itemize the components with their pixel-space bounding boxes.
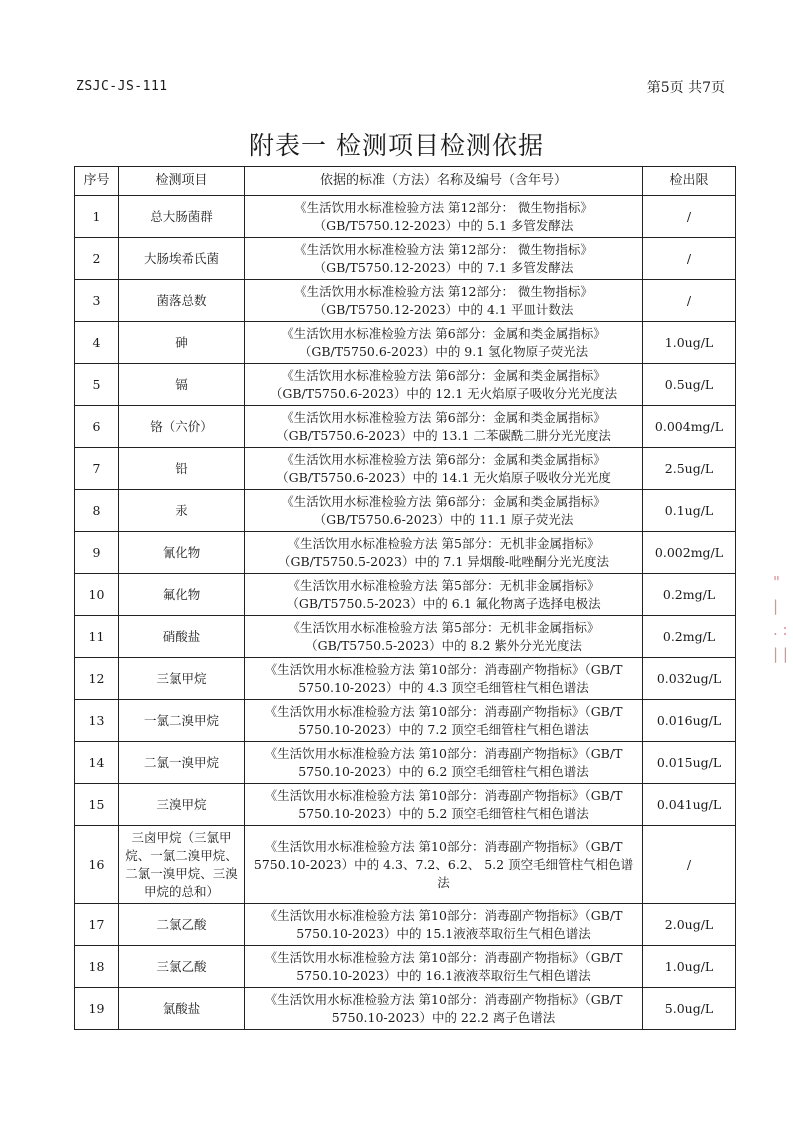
row-limit: 0.004mg/L	[643, 406, 736, 448]
row-number: 9	[75, 532, 119, 574]
row-limit: 1.0ug/L	[643, 322, 736, 364]
table-row	[75, 616, 736, 658]
row-number: 3	[75, 280, 119, 322]
row-item: 铅	[119, 448, 245, 490]
row-limit: 0.015ug/L	[643, 742, 736, 784]
row-item: 氟化物	[119, 574, 245, 616]
row-item: 二氯一溴甲烷	[119, 742, 245, 784]
row-limit: 0.1ug/L	[643, 490, 736, 532]
table-row	[75, 238, 736, 280]
row-standard: 《生活饮用水标准检验方法 第12部分： 微生物指标》（GB/T5750.12-2023）中的 7.1 多管发酵法	[245, 238, 643, 280]
row-standard: 《生活饮用水标准检验方法 第6部分：金属和类金属指标》（GB/T5750.6-2023）中的 12.1 无火焰原子吸收分光光度法	[245, 364, 643, 406]
row-limit: 0.041ug/L	[643, 784, 736, 826]
row-standard: 《生活饮用水标准检验方法 第10部分：消毒副产物指标》（GB/T 5750.10-2023）中的 4.3、7.2、6.2、 5.2 顶空毛细管柱气相色谱法	[245, 826, 643, 904]
row-number: 6	[75, 406, 119, 448]
row-limit: 2.0ug/L	[643, 904, 736, 946]
row-standard: 《生活饮用水标准检验方法 第5部分：无机非金属指标》（GB/T5750.5-2023）中的 8.2 紫外分光光度法	[245, 616, 643, 658]
row-item: 汞	[119, 490, 245, 532]
row-standard: 《生活饮用水标准检验方法 第10部分：消毒副产物指标》（GB/T 5750.10-2023）中的 16.1液液萃取衍生气相色谱法	[245, 946, 643, 988]
row-limit: 5.0ug/L	[643, 988, 736, 1030]
page-title: 附表一 检测项目检测依据	[249, 131, 544, 160]
row-standard: 《生活饮用水标准检验方法 第10部分：消毒副产物指标》（GB/T 5750.10-2023）中的 4.3 顶空毛细管柱气相色谱法	[245, 658, 643, 700]
row-item: 硝酸盐	[119, 616, 245, 658]
row-number: 2	[75, 238, 119, 280]
row-limit: 0.2mg/L	[643, 616, 736, 658]
table-row	[75, 784, 736, 826]
row-standard: 《生活饮用水标准检验方法 第12部分： 微生物指标》（GB/T5750.12-2023）中的 4.1 平皿计数法	[245, 280, 643, 322]
row-item: 镉	[119, 364, 245, 406]
row-limit: /	[643, 826, 736, 904]
row-number: 5	[75, 364, 119, 406]
row-number: 18	[75, 946, 119, 988]
row-number: 17	[75, 904, 119, 946]
page-number: 第5页 共7页	[646, 80, 725, 96]
header-standard-method: 依据的标准（方法）名称及编号（含年号）	[245, 167, 643, 196]
row-standard: 《生活饮用水标准检验方法 第5部分：无机非金属指标》（GB/T5750.5-2023）中的 7.1 异烟酸-吡唑酮分光光度法	[245, 532, 643, 574]
row-number: 4	[75, 322, 119, 364]
row-standard: 《生活饮用水标准检验方法 第10部分：消毒副产物指标》（GB/T 5750.10-2023）中的 6.2 顶空毛细管柱气相色谱法	[245, 742, 643, 784]
seal-stamp-fragment: " | . : | |	[773, 573, 788, 663]
table-row	[75, 658, 736, 700]
row-standard: 《生活饮用水标准检验方法 第10部分：消毒副产物指标》（GB/T 5750.10-2023）中的 22.2 离子色谱法	[245, 988, 643, 1030]
table-row	[75, 988, 736, 1030]
row-standard: 《生活饮用水标准检验方法 第6部分：金属和类金属指标》（GB/T5750.6-2023）中的 14.1 无火焰原子吸收分光光度	[245, 448, 643, 490]
row-item: 砷	[119, 322, 245, 364]
table-row	[75, 364, 736, 406]
table-row	[75, 946, 736, 988]
row-item: 氯酸盐	[119, 988, 245, 1030]
table-row	[75, 742, 736, 784]
row-number: 13	[75, 700, 119, 742]
table-row	[75, 490, 736, 532]
row-number: 12	[75, 658, 119, 700]
table-row	[75, 280, 736, 322]
row-item: 二氯乙酸	[119, 904, 245, 946]
row-number: 11	[75, 616, 119, 658]
table-row	[75, 700, 736, 742]
table-row	[75, 904, 736, 946]
row-number: 10	[75, 574, 119, 616]
table-row	[75, 574, 736, 616]
row-item: 一氯二溴甲烷	[119, 700, 245, 742]
table-row	[75, 406, 736, 448]
row-limit: 0.002mg/L	[643, 532, 736, 574]
row-number: 19	[75, 988, 119, 1030]
table-row	[75, 826, 736, 904]
row-item: 三卤甲烷（三氯甲烷、一氯二溴甲烷、二氯一溴甲烷、三溴甲烷的总和）	[119, 826, 245, 904]
row-item: 铬（六价）	[119, 406, 245, 448]
table-row	[75, 448, 736, 490]
row-number: 8	[75, 490, 119, 532]
row-item: 三溴甲烷	[119, 784, 245, 826]
header-serial-number: 序号	[75, 167, 119, 196]
row-standard: 《生活饮用水标准检验方法 第10部分：消毒副产物指标》（GB/T 5750.10-2023）中的 7.2 顶空毛细管柱气相色谱法	[245, 700, 643, 742]
row-standard: 《生活饮用水标准检验方法 第10部分：消毒副产物指标》（GB/T 5750.10-2023）中的 15.1液液萃取衍生气相色谱法	[245, 904, 643, 946]
document-code: ZSJC-JS-111	[76, 79, 168, 94]
row-limit: 0.5ug/L	[643, 364, 736, 406]
detection-basis-table	[74, 166, 736, 1030]
row-number: 1	[75, 196, 119, 238]
table-header-row	[75, 167, 736, 196]
row-standard: 《生活饮用水标准检验方法 第6部分：金属和类金属指标》（GB/T5750.6-2023）中的 11.1 原子荧光法	[245, 490, 643, 532]
row-item: 菌落总数	[119, 280, 245, 322]
row-limit: /	[643, 280, 736, 322]
row-item: 大肠埃希氏菌	[119, 238, 245, 280]
row-limit: 0.2mg/L	[643, 574, 736, 616]
row-standard: 《生活饮用水标准检验方法 第6部分：金属和类金属指标》（GB/T5750.6-2023）中的 13.1 二苯碳酰二肼分光光度法	[245, 406, 643, 448]
row-item: 三氯甲烷	[119, 658, 245, 700]
row-limit: 1.0ug/L	[643, 946, 736, 988]
row-limit: 0.016ug/L	[643, 700, 736, 742]
row-limit: 0.032ug/L	[643, 658, 736, 700]
row-number: 14	[75, 742, 119, 784]
row-number: 15	[75, 784, 119, 826]
table-row	[75, 322, 736, 364]
row-number: 7	[75, 448, 119, 490]
row-standard: 《生活饮用水标准检验方法 第10部分：消毒副产物指标》（GB/T 5750.10-2023）中的 5.2 顶空毛细管柱气相色谱法	[245, 784, 643, 826]
row-number: 16	[75, 826, 119, 904]
row-limit: 2.5ug/L	[643, 448, 736, 490]
header-test-item: 检测项目	[119, 167, 245, 196]
table-row	[75, 532, 736, 574]
row-item: 总大肠菌群	[119, 196, 245, 238]
row-limit: /	[643, 238, 736, 280]
row-item: 三氯乙酸	[119, 946, 245, 988]
row-standard: 《生活饮用水标准检验方法 第5部分：无机非金属指标》（GB/T5750.5-2023）中的 6.1 氟化物离子选择电极法	[245, 574, 643, 616]
header-detection-limit: 检出限	[643, 167, 736, 196]
row-standard: 《生活饮用水标准检验方法 第6部分：金属和类金属指标》（GB/T5750.6-2023）中的 9.1 氢化物原子荧光法	[245, 322, 643, 364]
table-row	[75, 196, 736, 238]
row-item: 氰化物	[119, 532, 245, 574]
row-limit: /	[643, 196, 736, 238]
row-standard: 《生活饮用水标准检验方法 第12部分： 微生物指标》（GB/T5750.12-2023）中的 5.1 多管发酵法	[245, 196, 643, 238]
